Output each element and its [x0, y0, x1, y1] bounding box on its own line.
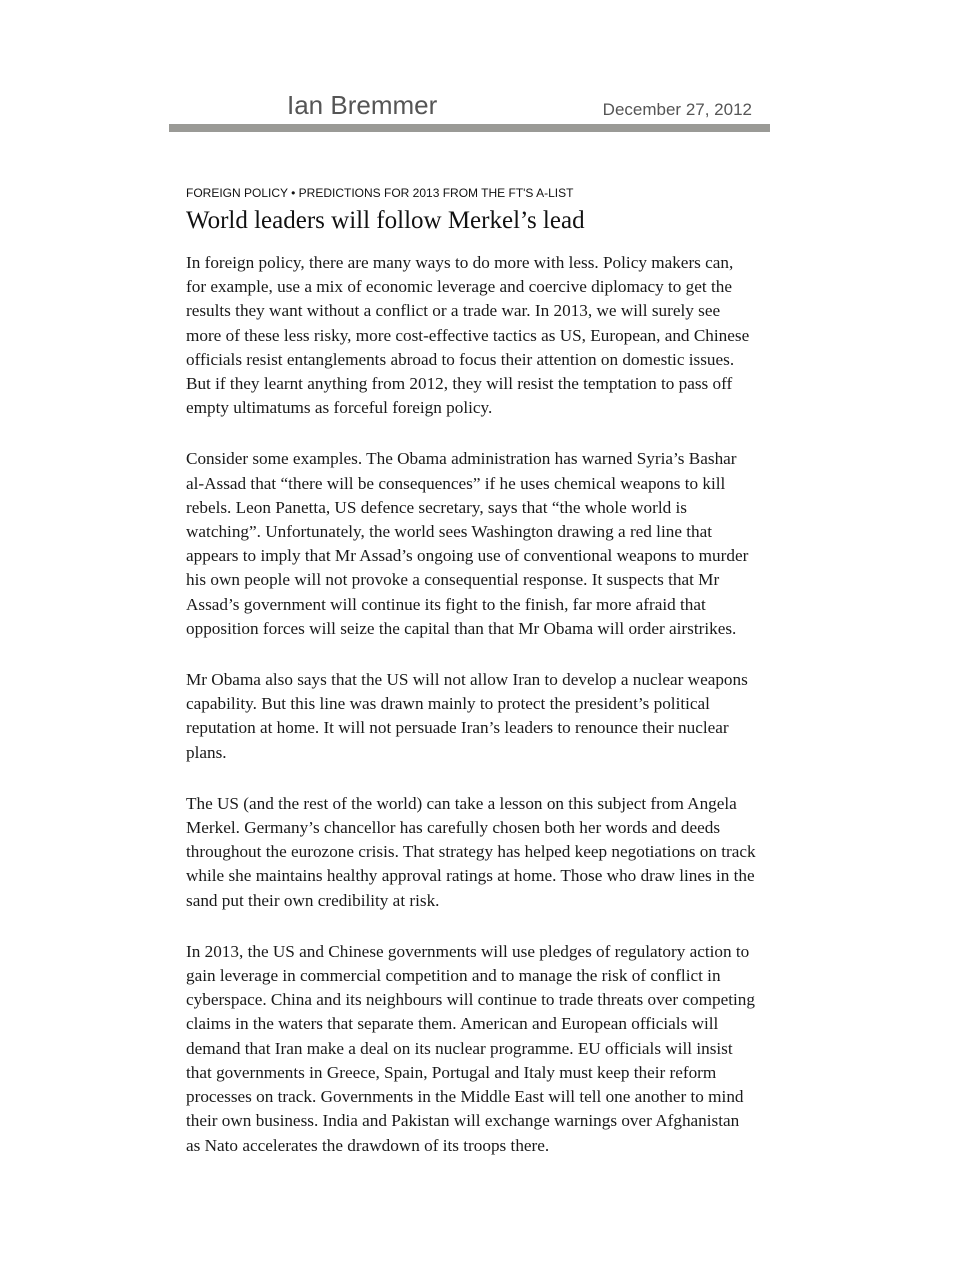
- article-paragraph: Consider some examples. The Obama administration has warned Syria’s Bashar al-Assad that “there will be consequences” if he uses chemical weapons to kill rebels. Leon Panetta, US defence secretary, says that “the whole world is watching”. Unfortunately, the world sees Washington drawing a red line that appears to imply that Mr Assad’s ongoing use of conventional weapons to murder his own people will not provoke a consequential response. It suspects that Mr Assad’s government will continue its fight to the finish, far more afraid that opposition forces will seize the capital than that Mr Obama will order airstrikes.: [186, 449, 749, 638]
- article-body: [186, 251, 756, 1158]
- header-rule: [169, 124, 770, 132]
- article-paragraph: The US (and the rest of the world) can take a lesson on this subject from Angela Merkel. Germany’s chancellor has carefully chosen both her words and deeds throughout the eurozone crisis. That strategy has helped keep negotiations on track while she maintains healthy approval ratings at home. Those who draw lines in the sand put their own credibility at risk.: [186, 793, 756, 910]
- article-paragraph: Mr Obama also says that the US will not allow Iran to develop a nuclear weapons capability. But this line was drawn mainly to protect the president’s political reputation at home. It will not persuade Iran’s leaders to renounce their nuclear plans.: [186, 670, 748, 762]
- publication-date: December 27, 2012: [602, 100, 752, 119]
- article-kicker: FOREIGN POLICY • PREDICTIONS FOR 2013 FROM THE FT'S A-LIST: [186, 186, 574, 200]
- article-headline: World leaders will follow Merkel’s lead: [186, 207, 585, 234]
- article-paragraph: In 2013, the US and Chinese governments will use pledges of regulatory action to gain leverage in commercial competition and to manage the risk of conflict in cyberspace. China and its neighbours will continue to trade threats over competing claims in the waters that separate them. American and European officials will demand that Iran make a deal on its nuclear programme. EU officials will insist that governments in Greece, Spain, Portugal and Italy must keep their reform processes on track. Governments in the Middle East will tell one another to mind their own business. India and Pakistan will exchange warnings over Afghanistan as Nato accelerates the drawdown of its troops there.: [186, 941, 755, 1155]
- article: [186, 184, 756, 1185]
- author-name: Ian Bremmer: [287, 90, 438, 120]
- article-paragraph: In foreign policy, there are many ways to do more with less. Policy makers can, for example, use a mix of economic leverage and coercive diplomacy to get the results they want without a conflict or a trade war. In 2013, we will surely see more of these less risky, more cost-effective tactics as US, European, and Chinese officials resist entanglements abroad to focus their attention on domestic issues. But if they learnt anything from 2012, they will resist the temptation to pass off empty ultimatums as forceful foreign policy.: [186, 253, 750, 418]
